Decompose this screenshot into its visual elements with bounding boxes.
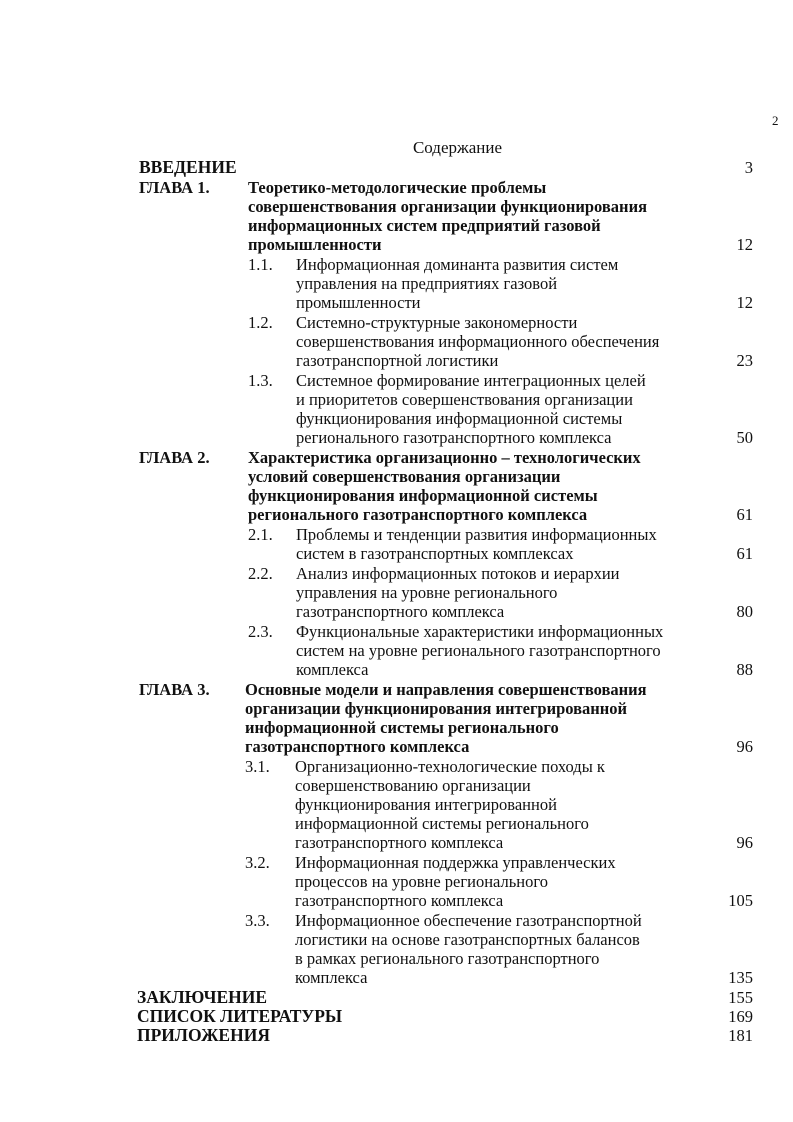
chapter-1-title-line: совершенствования организации функционирования [248,197,647,216]
chapter-1-page: 12 [736,235,753,254]
chapter-2-title-line: функционирования информационной системы [248,486,598,505]
section-2-2-line: Анализ информационных потоков и иерархии [296,564,620,583]
section-1-3-line: функционирования информационной системы [296,409,623,428]
chapter-3-page: 96 [736,737,753,756]
chapter-2-label: ГЛАВА 2. [139,448,210,467]
section-3-1-page: 96 [736,833,753,852]
toc-appendices-page: 181 [728,1026,753,1045]
chapter-1-title-line: информационных систем предприятий газовой [248,216,601,235]
section-2-3-page: 88 [736,660,753,679]
toc-intro-page: 3 [744,158,753,177]
page-title: Содержание [412,138,503,157]
section-3-1-line: газотранспортного комплекса [295,833,504,852]
section-3-1-line: совершенствованию организации [295,776,531,795]
section-2-3-line: комплекса [296,660,369,679]
section-1-2-number: 1.2. [248,313,273,332]
section-3-1-line: информационной системы регионального [295,814,589,833]
chapter-2-title-line: Характеристика организационно – технологических [248,448,641,467]
chapter-3-title-line: Основные модели и направления совершенствования [245,680,647,699]
section-3-1-line: Организационно-технологические походы к [295,757,605,776]
chapter-2-page: 61 [736,505,753,524]
toc-intro-label: ВВЕДЕНИЕ [139,157,237,177]
toc-conclusion-page: 155 [728,988,753,1007]
section-1-3-page: 50 [736,428,753,447]
chapter-2-title-line: условий совершенствования организации [248,467,561,486]
toc-appendices-label: ПРИЛОЖЕНИЯ [137,1025,270,1045]
chapter-1-title-line: промышленности [248,235,382,254]
section-3-3-number: 3.3. [245,911,270,930]
section-3-1-line: функционирования интегрированной [295,795,557,814]
section-3-3-line: Информационное обеспечение газотранспортной [295,911,642,930]
section-3-2-line: процессов на уровне регионального [295,872,548,891]
section-1-1-number: 1.1. [248,255,273,274]
chapter-3-title-line: газотранспортного комплекса [245,737,470,756]
section-3-3-line: в рамках регионального газотранспортного [295,949,600,968]
section-2-1-number: 2.1. [248,525,273,544]
section-1-3-line: Системное формирование интеграционных целей [296,371,646,390]
toc-conclusion-label: ЗАКЛЮЧЕНИЕ [137,987,268,1007]
section-1-3-line: регионального газотранспортного комплекса [296,428,612,447]
section-1-2-page: 23 [736,351,753,370]
section-3-1-number: 3.1. [245,757,270,776]
section-2-1-line: систем в газотранспортных комплексах [296,544,574,563]
section-1-2-line: газотранспортной логистики [296,351,499,370]
section-2-3-line: Функциональные характеристики информационных [296,622,664,641]
chapter-1-title-line: Теоретико-методологические проблемы [248,178,547,197]
toc-references-label: СПИСОК ЛИТЕРАТУРЫ [137,1006,343,1026]
section-1-2-line: Системно-структурные закономерности [296,313,578,332]
chapter-3-label: ГЛАВА 3. [139,680,210,699]
section-2-2-line: газотранспортного комплекса [296,602,505,621]
section-1-1-line: Информационная доминанта развития систем [296,255,619,274]
section-1-3-number: 1.3. [248,371,273,390]
section-1-1-line: промышленности [296,293,421,312]
section-3-3-page: 135 [728,968,753,987]
section-2-1-page: 61 [736,544,753,563]
section-2-2-number: 2.2. [248,564,273,583]
chapter-3-title-line: информационной системы регионального [245,718,559,737]
section-3-3-line: комплекса [295,968,368,987]
section-2-2-line: управления на уровне регионального [296,583,558,602]
chapter-1-label: ГЛАВА 1. [139,178,210,197]
section-2-3-line: систем на уровне регионального газотранспортного [296,641,661,660]
section-1-3-line: и приоритетов совершенствования организации [296,390,633,409]
chapter-2-title-line: регионального газотранспортного комплекса [248,505,588,524]
section-3-3-line: логистики на основе газотранспортных балансов [295,930,640,949]
section-2-3-number: 2.3. [248,622,273,641]
section-3-2-line: газотранспортного комплекса [295,891,504,910]
chapter-3-title-line: организации функционирования интегрированной [245,699,628,718]
section-1-2-line: совершенствования информационного обеспечения [296,332,660,351]
section-3-2-page: 105 [728,891,753,910]
page-number: 2 [772,113,779,128]
section-2-2-page: 80 [736,602,753,621]
section-2-1-line: Проблемы и тенденции развития информационных [296,525,657,544]
section-3-2-number: 3.2. [245,853,270,872]
section-1-1-page: 12 [736,293,753,312]
section-1-1-line: управления на предприятиях газовой [296,274,558,293]
section-3-2-line: Информационная поддержка управленческих [295,853,616,872]
toc-references-page: 169 [728,1007,753,1026]
